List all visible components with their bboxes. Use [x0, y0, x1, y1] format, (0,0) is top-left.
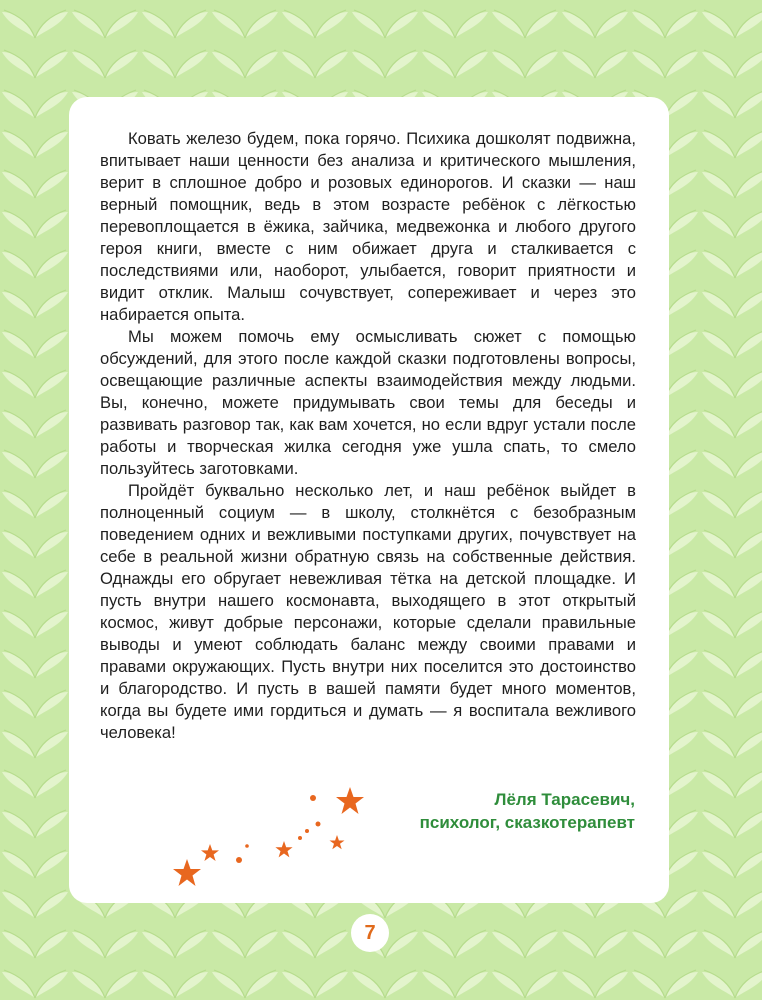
author-name: Лёля Тарасевич,: [494, 790, 635, 809]
star-dot: [245, 844, 249, 848]
stars-icon: [160, 780, 390, 895]
page-number: 7: [351, 914, 389, 952]
article-text: [100, 128, 636, 744]
star-dot: [305, 829, 309, 833]
star-small-left: [201, 844, 219, 861]
star-large-bottom: [173, 859, 201, 886]
author-role: психолог, сказкотерапевт: [419, 813, 635, 832]
star-dot: [298, 836, 302, 840]
article-paragraph-1: Ковать железо будем, пока горячо. Психика дошколят подвижна, впитывает наши ценности без анализа и критического мышления, верит в сплошное добро и розовых единорогов. И сказки — наш верный помощник, ведь в этом возрасте ребёнок с лёгкостью перевоплощается в ёжика, зайчика, медвежонка и любого другого героя книги, вместе с ним обижает друга и сталкивается с последствиями или, наоборот, улыбается, говорит приятности и видит отклик. Малыш сочувствует, сопереживает и через это набирается опыта.: [100, 129, 636, 324]
article-paragraph-2: Мы можем помочь ему осмысливать сюжет с помощью обсуждений, для этого после каждой сказки подготовлены вопросы, освещающие различные аспекты взаимодействия между людьми. Вы, конечно, можете придумывать свои темы для беседы и развивать разговор так, как вам хочется, но если вдруг устали после работы и творческая жилка сегодня уже ушла спать, то смело пользуйтесь заготовками.: [100, 327, 636, 478]
star-small-mid: [275, 841, 292, 857]
article-paragraph-3: Пройдёт буквально несколько лет, и наш ребёнок выйдет в полноценный социум — в школу, столкнётся с безобразным поведением одних и вежливыми поступками других, почувствует на себе в реальной жизни обратную связь на собственные действия. Однажды его обругает невежливая тётка на детской площадке. И пусть внутри нашего космонавта, выходящего в этот открытый космос, живут добрые персонажи, которые сделали правильные выводы и умеют соблюдать баланс между своими правами и правами окружающих. Пусть внутри них поселится это достоинство и благородство. И пусть в вашей памяти будет много моментов, когда вы будете ими гордиться и думать — я воспитала вежливого человека!: [100, 481, 636, 742]
star-large-top: [336, 787, 364, 814]
star-small-right: [330, 835, 345, 849]
star-dot: [316, 822, 321, 827]
star-dot: [310, 795, 316, 801]
star-dot: [236, 857, 242, 863]
author-signature: [420, 788, 635, 834]
